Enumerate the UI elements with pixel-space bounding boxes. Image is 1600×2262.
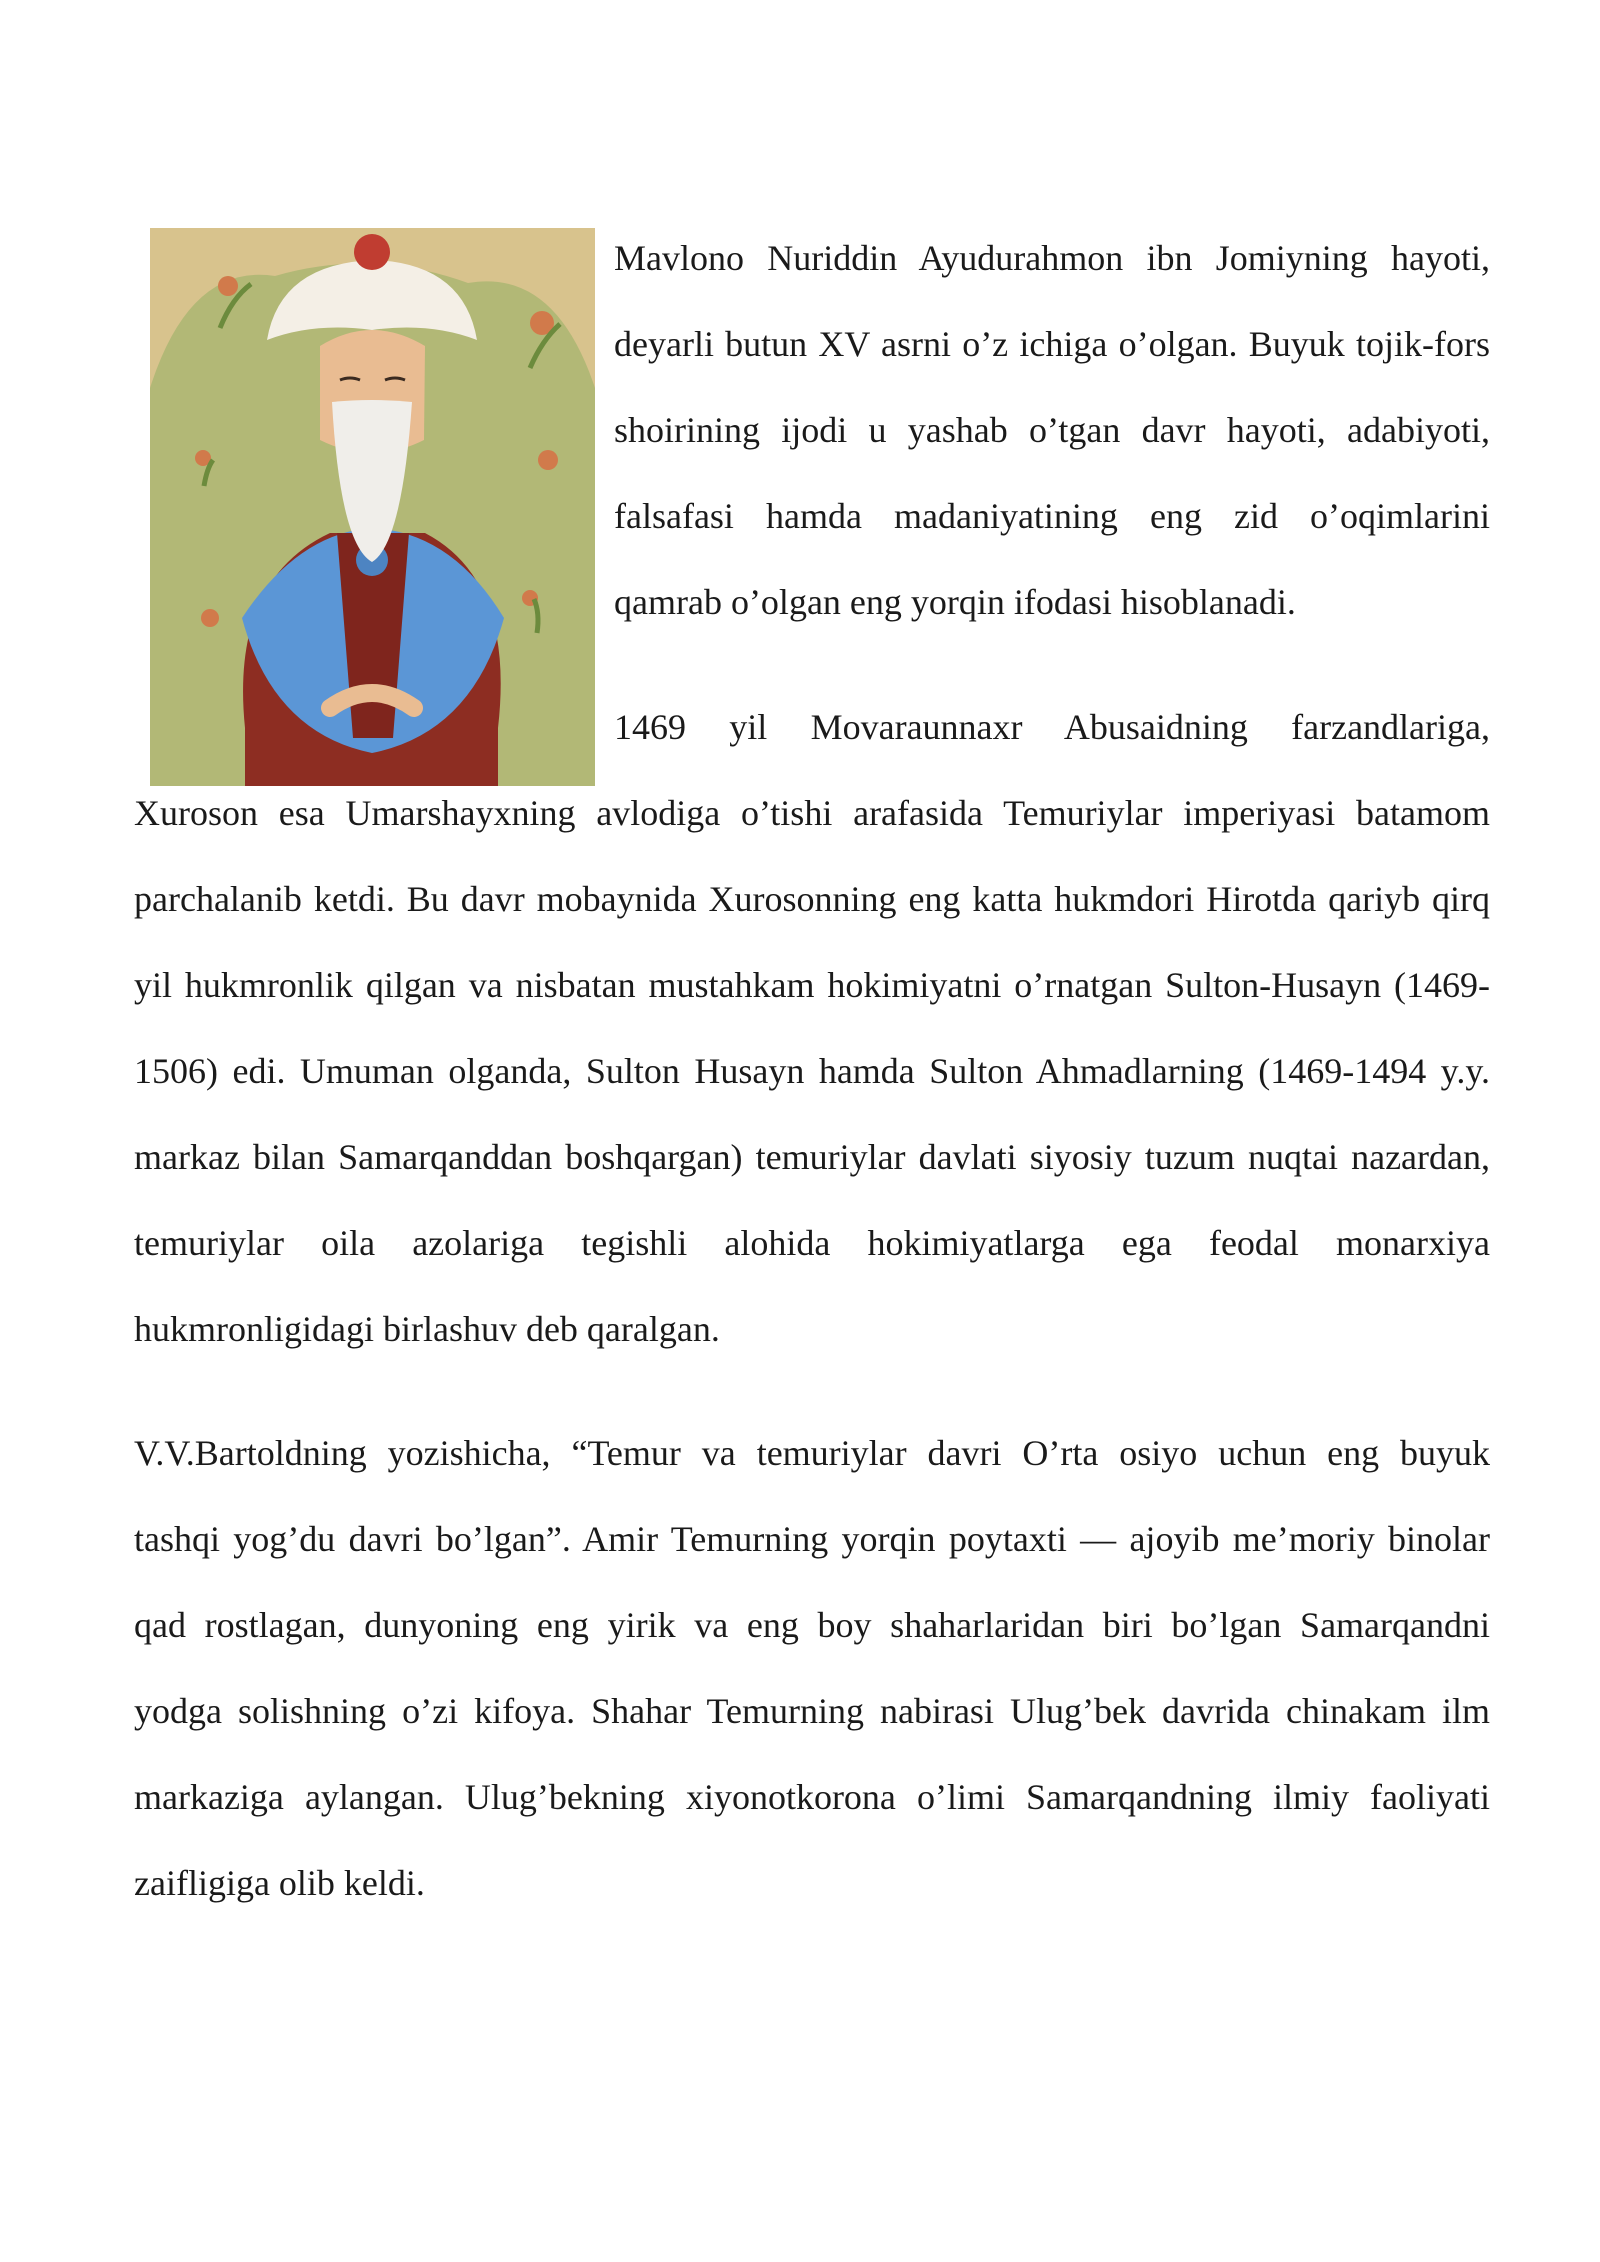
paragraph-2-line-8: hukmronligidagi birlashuv deb qaralgan. (134, 1309, 720, 1349)
portrait-image (150, 228, 595, 786)
paragraph-1-line-3: shoirining ijodi u yashab o’tgan davr hayoti, adabiyoti, (614, 410, 1490, 450)
paragraph-2-line-5: 1506) edi. Umuman olganda, Sulton Husayn hamda Sulton Ahmadlarning (1469-1494 y.y. (134, 1051, 1490, 1091)
paragraph-2-line-7: temuriylar oila azolariga tegishli alohida hokimiyatlarga ega feodal monarxiya (134, 1223, 1490, 1263)
paragraph-3-line-2: tashqi yog’du davri bo’lgan”. Amir Temurning yorqin poytaxti — ajoyib me’moriy binolar (134, 1519, 1490, 1559)
paragraph-3-line-1: V.V.Bartoldning yozishicha, “Temur va temuriylar davri O’rta osiyo uchun eng buyuk (134, 1433, 1490, 1473)
paragraph-2-line-6: markaz bilan Samarqanddan boshqargan) temuriylar davlati siyosiy tuzum nuqtai nazardan, (134, 1137, 1490, 1177)
paragraph-1-line-4: falsafasi hamda madaniyatining eng zid o’oqimlarini (614, 496, 1490, 536)
paragraph-2-line-2: Xuroson esa Umarshayxning avlodiga o’tishi arafasida Temuriylar imperiyasi batamom (134, 793, 1490, 833)
paragraph-1-line-5: qamrab o’olgan eng yorqin ifodasi hisoblanadi. (614, 582, 1296, 622)
paragraph-3-line-6: zaifligiga olib keldi. (134, 1863, 425, 1903)
paragraph-1-line-1: Mavlono Nuriddin Ayudurahmon ibn Jomiyning hayoti, (614, 238, 1490, 278)
paragraph-2-line-4: yil hukmronlik qilgan va nisbatan mustahkam hokimiyatni o’rnatgan Sulton-Husayn (1469- (134, 965, 1490, 1005)
paragraph-3-line-4: yodga solishning o’zi kifoya. Shahar Temurning nabirasi Ulug’bek davrida chinakam ilm (134, 1691, 1490, 1731)
paragraph-3-line-3: qad rostlagan, dunyoning eng yirik va eng boy shaharlaridan biri bo’lgan Samarqandni (134, 1605, 1490, 1645)
paragraph-1-line-2: deyarli butun XV asrni o’z ichiga o’olgan. Buyuk tojik-fors (614, 324, 1490, 364)
paragraph-2-line-1: 1469 yil Movaraunnaxr Abusaidning farzandlariga, (614, 707, 1490, 747)
paragraph-3-line-5: markaziga aylangan. Ulug’bekning xiyonotkorona o’limi Samarqandning ilmiy faoliyati (134, 1777, 1490, 1817)
paragraph-2-line-3: parchalanib ketdi. Bu davr mobaynida Xurosonning eng katta hukmdori Hirotda qariyb qirq (134, 879, 1490, 919)
jomiy-miniature (150, 228, 595, 786)
